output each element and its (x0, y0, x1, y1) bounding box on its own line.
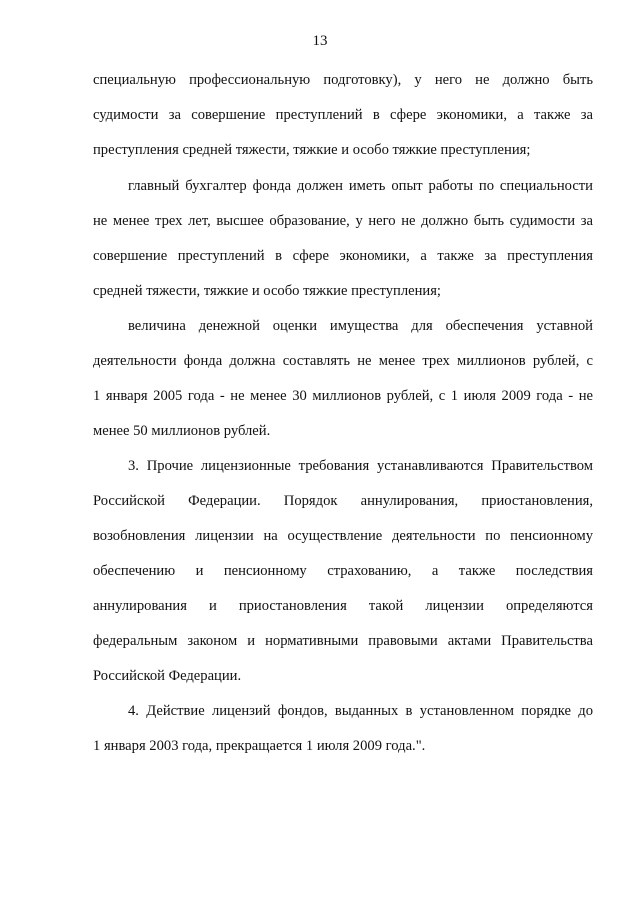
text-line: обеспечению и пенсионному страхованию, а также последствия (93, 563, 593, 579)
text-line: аннулирования и приостановления такой лицензии определяются (93, 598, 593, 614)
text-line: главный бухгалтер фонда должен иметь опыт работы по специальности (128, 178, 593, 194)
text-line: не менее трех лет, высшее образование, у него не должно быть судимости за (93, 213, 593, 229)
text-line: специальную профессиональную подготовку), у него не должно быть (93, 72, 593, 88)
text-line: судимости за совершение преступлений в сфере экономики, а также за (93, 107, 593, 123)
text-line: Российской Федерации. (93, 668, 242, 684)
text-line: преступления средней тяжести, тяжкие и особо тяжкие преступления; (93, 142, 531, 158)
text-line: 4. Действие лицензий фондов, выданных в установленном порядке до (128, 703, 593, 719)
text-line: 3. Прочие лицензионные требования устанавливаются Правительством (128, 458, 593, 474)
text-line: величина денежной оценки имущества для обеспечения уставной (128, 318, 593, 334)
text-line: федеральным законом и нормативными правовыми актами Правительства (93, 633, 593, 649)
text-line: Российской Федерации. Порядок аннулирования, приостановления, (93, 493, 593, 509)
text-line: менее 50 миллионов рублей. (93, 423, 271, 439)
text-line: 1 января 2003 года, прекращается 1 июля 2009 года.". (93, 738, 426, 754)
text-line: возобновления лицензии на осуществление деятельности по пенсионному (93, 528, 593, 544)
page-number: 13 (312, 33, 328, 49)
text-line: средней тяжести, тяжкие и особо тяжкие преступления; (93, 283, 441, 299)
text-line: деятельности фонда должна составлять не менее трех миллионов рублей, с (93, 353, 593, 369)
text-line: 1 января 2005 года - не менее 30 миллионов рублей, с 1 июля 2009 года - не (93, 388, 593, 404)
text-line: совершение преступлений в сфере экономики, а также за преступления (93, 248, 593, 264)
